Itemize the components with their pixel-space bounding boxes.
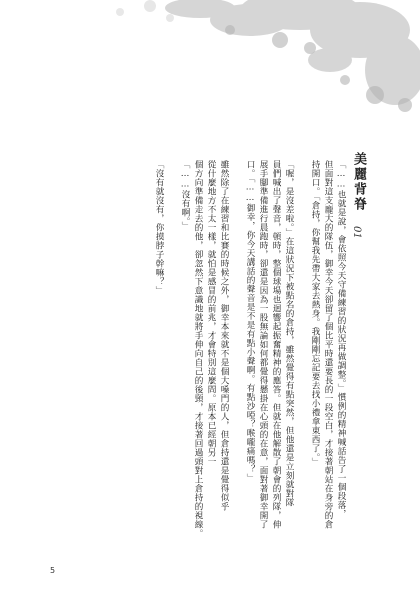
page-number: 5 <box>50 566 56 575</box>
text-column: 「沒有就沒有，你摸脖子幹嘛？」 <box>154 160 164 295</box>
text-column: 個方向準備走去的他，卻忽然下意識地就將手伸向自己的後頸，才接著回過頭對上倉持的視線。 <box>193 160 203 538</box>
text-column: 從什麼地方不太一樣，就怕是感冒的前兆，才會特別這麼問。原本已經朝另一 <box>206 160 216 466</box>
text-column: 口。「……御幸，你今天講話的聲音是不是有點小聲啊。有點沙啞？喉嚨痛嗎？」 <box>245 160 255 483</box>
text-column: 「……沒有啊。」 <box>180 160 190 231</box>
text-column: 雖然除了在練習和比賽的時候之外，御幸本來就不是個大嗓門的人，但倉持還是覺得似乎 <box>219 160 229 511</box>
text-column: 但面對這支龐大的隊伍，御幸今天卻留了個比平時還要長的一段空白，才接著朝站在身旁的倉 <box>323 160 333 529</box>
text-column: 「喔，是沒差啦。」在這狀況下被點名的倉持，雖然覺得有點突然，但他還是立刻就對隊 <box>284 160 294 507</box>
text-column: 展手腳準備進行晨跑時，卻還是因為一股無論如何都覺得懸掛在心頭的在意，面對著御幸開了 <box>258 160 268 529</box>
text-column: 持開口。「倉持，你幫我先帶大家去熱身。我剛剛忘記要去找小禮拿東西了。」 <box>310 160 320 467</box>
text-column: 「……也就是說，會依照今天守備練習的狀況再做調整。」慣例的精神喊話告了一個段落， <box>336 160 346 519</box>
tree-foliage-illustration <box>0 0 420 120</box>
chapter-number: 01 <box>351 226 362 239</box>
text-column: 員們喊出了聲音，頓時，整個球場也迴響起振奮精神的應答。但就在他解散了朝會的列隊，伸 <box>271 160 281 529</box>
story-title: 美麗背脊 <box>351 152 366 212</box>
